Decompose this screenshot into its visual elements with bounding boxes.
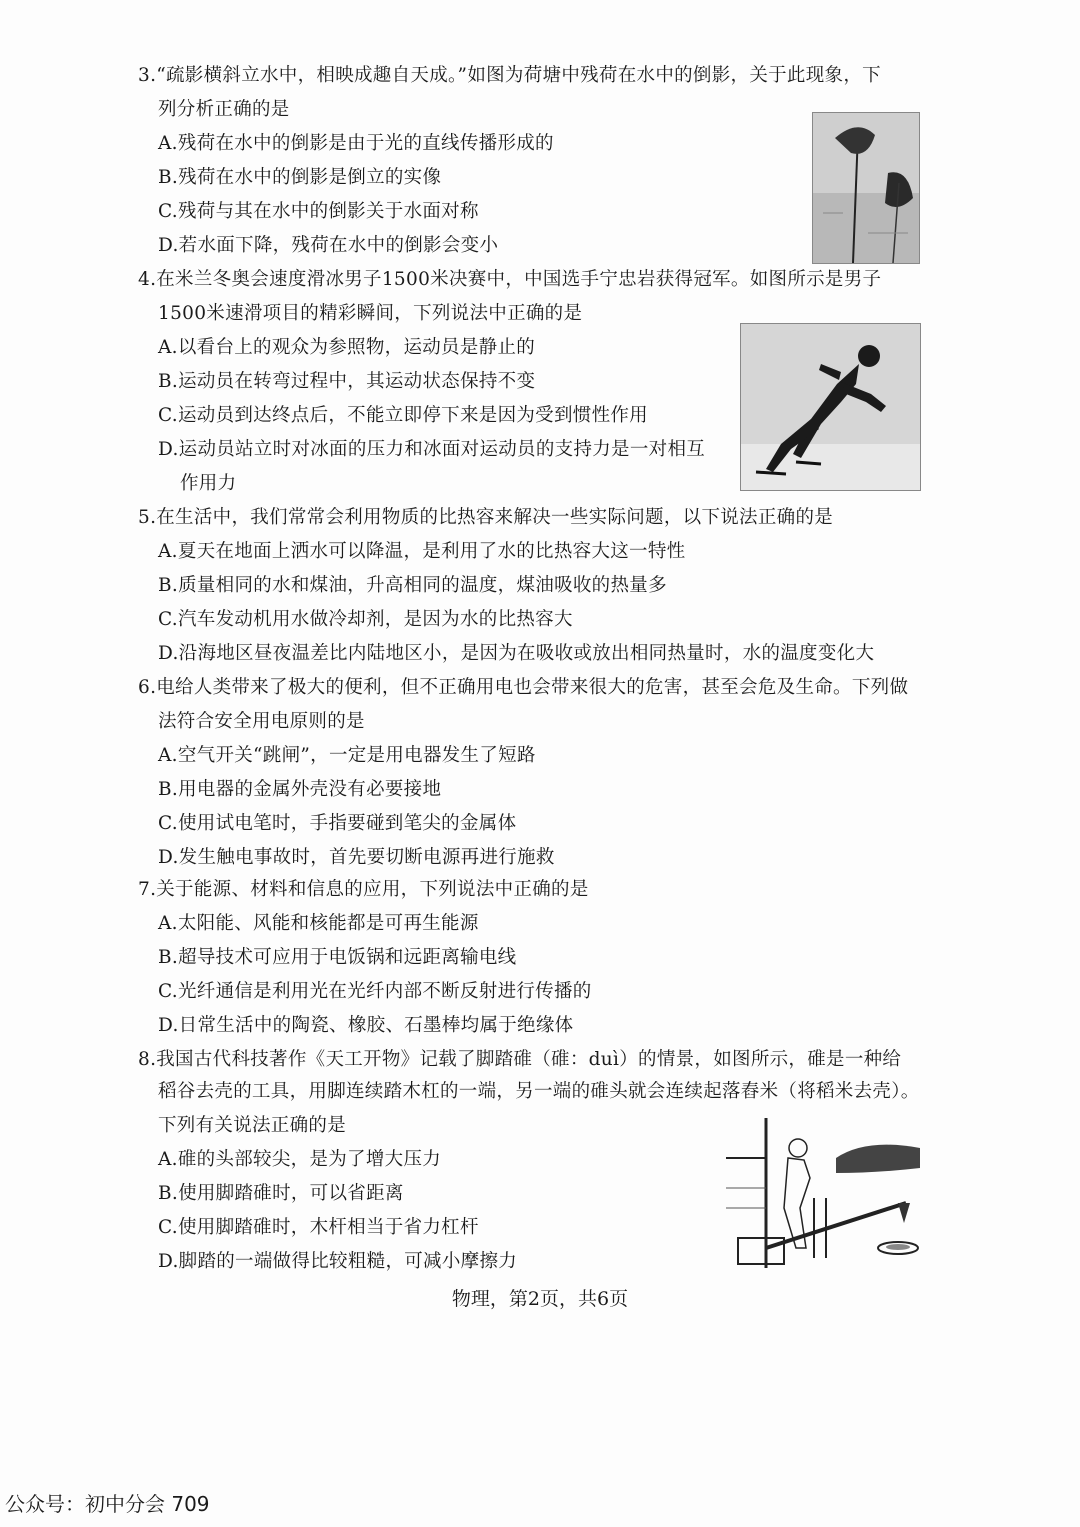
q6-option-a: A.空气开关“跳闸”，一定是用电器发生了短路	[158, 745, 536, 766]
watermark-text: 公众号：初中分会 709	[5, 1492, 210, 1516]
lotus-reflection-figure	[812, 112, 920, 264]
q7-option-a: A.太阳能、风能和核能都是可再生能源	[158, 913, 479, 934]
q8-option-a: A.碓的头部较尖，是为了增大压力	[158, 1149, 442, 1170]
q7-stem-line1: 7.关于能源、材料和信息的应用，下列说法中正确的是	[138, 879, 589, 900]
q5-stem-line1: 5.在生活中，我们常常会利用物质的比热容来解决一些实际问题，以下说法正确的是	[138, 507, 834, 528]
q8-stem-line2: 稻谷去壳的工具，用脚连续踏木杠的一端，另一端的碓头就会连续起落舂米（将稻米去壳）。	[158, 1081, 920, 1102]
q7-option-b: B.超导技术可应用于电饭锅和远距离输电线	[158, 947, 517, 968]
q7-option-d: D.日常生活中的陶瓷、橡胶、石墨棒均属于绝缘体	[158, 1015, 574, 1036]
foot-pestle-figure	[726, 1118, 920, 1276]
q4-option-c: C.运动员到达终点后，不能立即停下来是因为受到惯性作用	[158, 405, 648, 426]
q6-stem-line1: 6.电给人类带来了极大的便利，但不正确用电也会带来很大的危害，甚至会危及生命。下列做	[138, 677, 909, 698]
q6-option-c: C.使用试电笔时，手指要碰到笔尖的金属体	[158, 813, 517, 834]
q8-option-c: C.使用脚踏碓时，木杆相当于省力杠杆	[158, 1217, 479, 1238]
q4-option-a: A.以看台上的观众为参照物，运动员是静止的	[158, 337, 536, 358]
q3-option-c: C.残荷与其在水中的倒影关于水面对称	[158, 201, 479, 222]
q4-option-d-cont: 作用力	[180, 473, 237, 494]
q3-option-d: D.若水面下降，残荷在水中的倒影会变小	[158, 235, 499, 256]
q8-stem-line3: 下列有关说法正确的是	[158, 1115, 347, 1136]
q3-option-b: B.残荷在水中的倒影是倒立的实像	[158, 167, 442, 188]
q6-option-d: D.发生触电事故时，首先要切断电源再进行施救	[158, 847, 555, 868]
q5-option-a: A.夏天在地面上洒水可以降温，是利用了水的比热容大这一特性	[158, 541, 686, 562]
q7-option-c: C.光纤通信是利用光在光纤内部不断反射进行传播的	[158, 981, 592, 1002]
q4-option-b: B.运动员在转弯过程中，其运动状态保持不变	[158, 371, 536, 392]
q6-stem-line2: 法符合安全用电原则的是	[158, 711, 365, 732]
q4-stem-line1: 4.在米兰冬奥会速度滑冰男子1500米决赛中，中国选手宁忠岩获得冠军。如图所示是男子	[138, 269, 882, 290]
q5-option-c: C.汽车发动机用水做冷却剂，是因为水的比热容大	[158, 609, 573, 630]
q3-option-a: A.残荷在水中的倒影是由于光的直线传播形成的	[158, 133, 554, 154]
q4-option-d: D.运动员站立时对冰面的压力和冰面对运动员的支持力是一对相互	[158, 439, 706, 460]
speed-skater-figure	[740, 323, 921, 491]
q6-option-b: B.用电器的金属外壳没有必要接地	[158, 779, 442, 800]
q8-stem-line1: 8.我国古代科技著作《天工开物》记载了脚踏碓（碓：duì）的情景，如图所示，碓是一种给	[138, 1049, 902, 1070]
q8-option-d: D.脚踏的一端做得比较粗糙，可减小摩擦力	[158, 1251, 518, 1272]
q5-option-b: B.质量相同的水和煤油，升高相同的温度，煤油吸收的热量多	[158, 575, 667, 596]
q3-stem-line2: 列分析正确的是	[158, 99, 290, 120]
q3-stem-line1: 3.“疏影横斜立水中，相映成趣自天成。”如图为荷塘中残荷在水中的倒影，关于此现象，下	[138, 65, 881, 86]
page-footer: 物理，第2页，共6页	[451, 1288, 629, 1310]
q8-option-b: B.使用脚踏碓时，可以省距离	[158, 1183, 404, 1204]
q5-option-d: D.沿海地区昼夜温差比内陆地区小，是因为在吸收或放出相同热量时，水的温度变化大	[158, 643, 875, 664]
q4-stem-line2: 1500米速滑项目的精彩瞬间，下列说法中正确的是	[158, 303, 583, 324]
